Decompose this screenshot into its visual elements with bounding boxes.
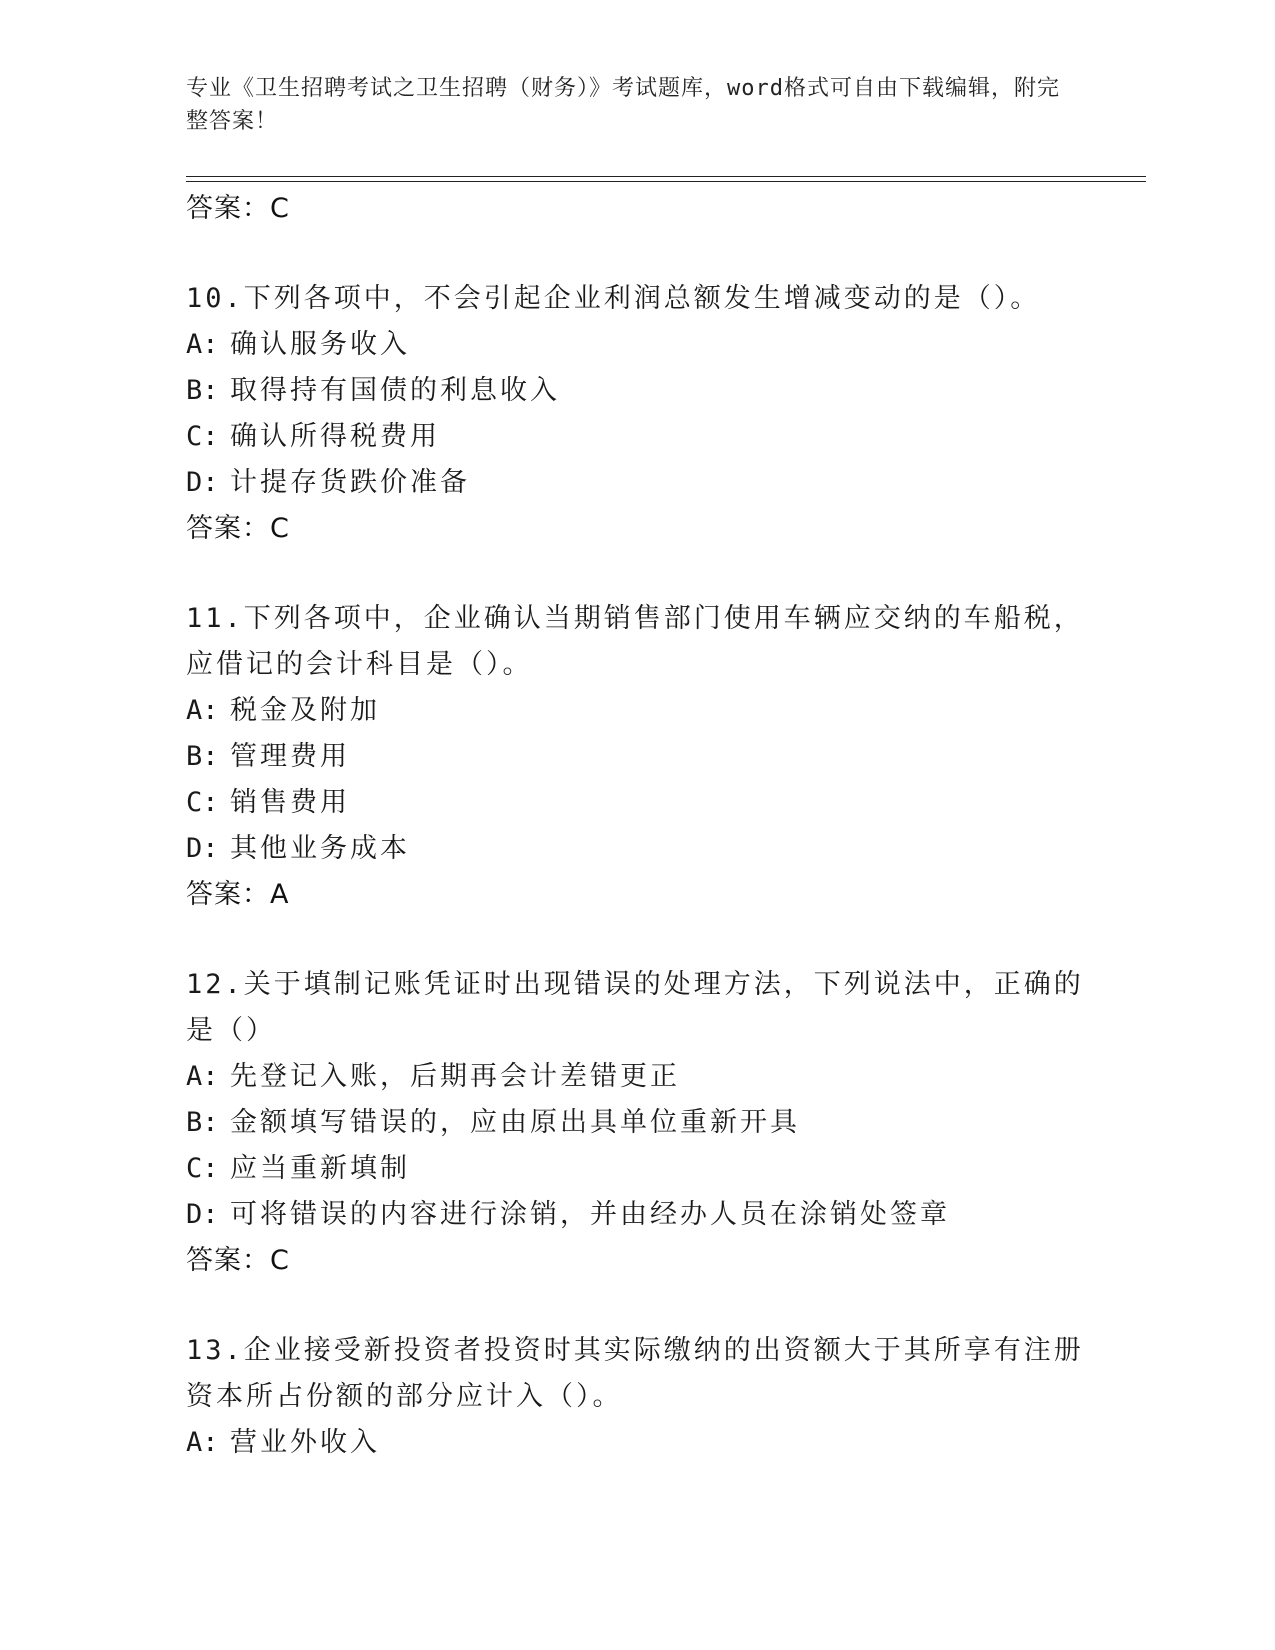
option-text: 取得持有国债的利息收入 [230, 375, 560, 406]
page-header: 专业《卫生招聘考试之卫生招聘（财务）》考试题库，word格式可自由下载编辑，附完整答案！ [186, 76, 1060, 134]
option-a [186, 688, 1086, 734]
answer-line: 答案：C [186, 1245, 290, 1276]
option-key: C: [186, 421, 219, 452]
option-c [186, 1146, 1086, 1192]
option-key: A: [186, 1427, 219, 1458]
question-number: 13. [186, 1335, 244, 1366]
header-rule-bottom [186, 181, 1146, 182]
option-key: B: [186, 741, 219, 772]
option-key: C: [186, 1153, 219, 1184]
option-text: 营业外收入 [230, 1427, 380, 1458]
question-body: 企业接受新投资者投资时其实际缴纳的出资额大于其所享有注册资本所占份额的部分应计入（）。 [186, 1335, 1084, 1412]
option-a [186, 322, 1086, 368]
option-text: 税金及附加 [230, 695, 380, 726]
option-b [186, 1100, 1086, 1146]
question-body: 关于填制记账凭证时出现错误的处理方法，下列说法中，正确的是（） [186, 969, 1084, 1046]
option-text: 先登记入账，后期再会计差错更正 [230, 1061, 680, 1092]
option-text: 金额填写错误的，应由原出具单位重新开具 [230, 1107, 800, 1138]
option-key: C: [186, 787, 219, 818]
question-12 [186, 962, 1086, 1284]
option-text: 确认服务收入 [230, 329, 410, 360]
option-key: D: [186, 833, 219, 864]
option-c [186, 414, 1086, 460]
option-b [186, 734, 1086, 780]
question-number: 12. [186, 969, 244, 1000]
question-body: 下列各项中，不会引起企业利润总额发生增减变动的是（）。 [243, 283, 1041, 314]
option-d [186, 460, 1086, 506]
option-key: D: [186, 1199, 219, 1230]
question-body: 下列各项中，企业确认当期销售部门使用车辆应交纳的车船税，应借记的会计科目是（）。 [186, 603, 1084, 680]
question-text [186, 596, 1086, 688]
option-text: 其他业务成本 [230, 833, 410, 864]
question-13 [186, 1328, 1086, 1466]
question-11 [186, 596, 1086, 918]
option-text: 计提存货跌价准备 [230, 467, 470, 498]
answer-line: 答案：C [186, 193, 290, 224]
question-text [186, 276, 1086, 322]
question-number: 11. [186, 603, 244, 634]
option-text: 销售费用 [230, 787, 350, 818]
option-text: 可将错误的内容进行涂销，并由经办人员在涂销处签章 [230, 1199, 950, 1230]
answer-line: 答案：A [186, 879, 290, 910]
header-rule-top [186, 176, 1146, 177]
question-text [186, 1328, 1086, 1420]
option-key: A: [186, 329, 219, 360]
option-a [186, 1054, 1086, 1100]
option-text: 应当重新填制 [230, 1153, 410, 1184]
option-text: 管理费用 [230, 741, 350, 772]
option-d [186, 826, 1086, 872]
answer-line: 答案：C [186, 513, 290, 544]
question-number: 10. [186, 283, 244, 314]
question-text [186, 962, 1086, 1054]
option-key: D: [186, 467, 219, 498]
option-b [186, 368, 1086, 414]
option-key: B: [186, 375, 219, 406]
option-c [186, 780, 1086, 826]
question-10 [186, 276, 1086, 552]
question-list [186, 186, 1086, 1466]
option-key: A: [186, 1061, 219, 1092]
option-text: 确认所得税费用 [230, 421, 440, 452]
option-a [186, 1420, 1086, 1466]
option-key: A: [186, 695, 219, 726]
option-key: B: [186, 1107, 219, 1138]
option-d [186, 1192, 1086, 1238]
